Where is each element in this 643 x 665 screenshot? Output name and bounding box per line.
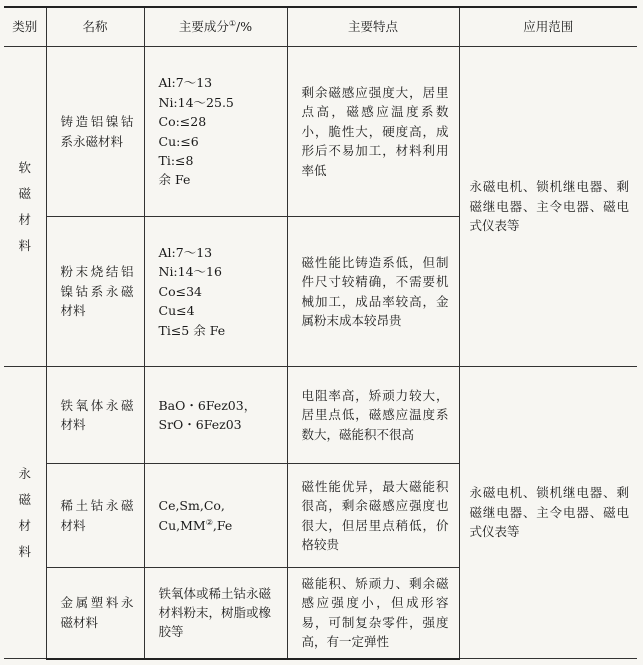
header-features: 主要特点 [287,7,459,47]
category-char: 料 [18,237,31,253]
category-char: 永 [18,465,31,481]
category-char: 料 [18,543,31,559]
composition-line: Al:7～13 [158,245,213,261]
application-range: 永磁电机、锁机继电器、剩磁继电器、主令电器、磁电式仪表等 [459,367,637,659]
composition-line: Cu:≤6 [158,133,199,149]
header-category: 类别 [4,7,46,47]
header-application: 应用范围 [459,7,637,47]
composition-line: Ti:≤8 [158,152,194,168]
category-char: 软 [18,159,31,175]
header-row [4,7,637,47]
material-features: 磁性能优异，最大磁能积很高，剩余磁感应强度也很大，但居里点稍低，价格较贵 [287,464,459,568]
composition-text: Cu,MM [158,517,206,533]
category-char: 磁 [18,491,31,507]
magnetic-materials-table [4,6,637,660]
composition-line: SrO・6Fez03 [158,417,242,432]
header-name: 名称 [46,7,144,47]
composition-tail: ,Fe [212,517,233,533]
material-features: 电阻率高，矫顽力较大，居里点低，磁感应温度系数大，磁能积不很高 [287,367,459,464]
table-row [4,367,637,464]
material-composition: 铁氧体或稀土钴永磁材料粉末，树脂或橡胶等 [144,568,287,659]
material-name: 粉末烧结铝镍钴系永磁材料 [46,217,144,367]
composition-line: Ni:14～16 [158,264,222,280]
header-composition-unit: /% [236,19,253,35]
composition-line: BaO・6Fez03， [158,397,257,413]
footnote-marker-2: ② [205,517,213,527]
category-char: 磁 [18,185,31,201]
material-features: 磁能积、矫顽力、剩余磁感应强度小，但成形容易，可制复杂零件，强度高，有一定弹性 [287,568,459,659]
composition-line: Ce,Sm,Co, [158,498,225,514]
category-char: 材 [18,517,31,533]
composition-line: Al:7～13 [158,75,213,91]
composition-line: 余 Fe [158,172,191,188]
header-composition [144,7,287,47]
material-name: 金属塑料永磁材料 [46,568,144,659]
material-composition [144,367,287,464]
category-soft-magnetic [4,47,46,367]
material-features: 剩余磁感应强度大，居里点高，磁感应温度系数小，脆性大，硬度高，成形后不易加工，材料利用率低 [287,47,459,217]
material-name: 铸造铝镍钴系永磁材料 [46,47,144,217]
material-name: 铁氧体永磁材料 [46,367,144,464]
composition-line: Ni:14～25.5 [158,94,234,110]
material-name: 稀土钴永磁材料 [46,464,144,568]
material-composition [144,47,287,217]
composition-line: Co≤34 [158,283,202,299]
header-composition-text: 主要成分 [178,19,229,35]
category-permanent-magnetic [4,367,46,659]
composition-line: Ti≤5 余 Fe [158,322,226,338]
table-row [4,47,637,217]
application-range: 永磁电机、锁机继电器、剩磁继电器、主令电器、磁电式仪表等 [459,47,637,367]
composition-line [159,516,279,535]
material-composition [144,464,287,568]
category-char: 材 [18,211,31,227]
composition-line: Co:≤28 [158,114,207,130]
composition-line: Cu≤4 [158,303,195,319]
material-composition [144,217,287,367]
material-features: 磁性能比铸造系低，但制件尺寸较精确，不需要机械加工，成品率较高，金属粉末成本较昂贵 [287,217,459,367]
footnote-marker-1: ① [228,19,237,29]
